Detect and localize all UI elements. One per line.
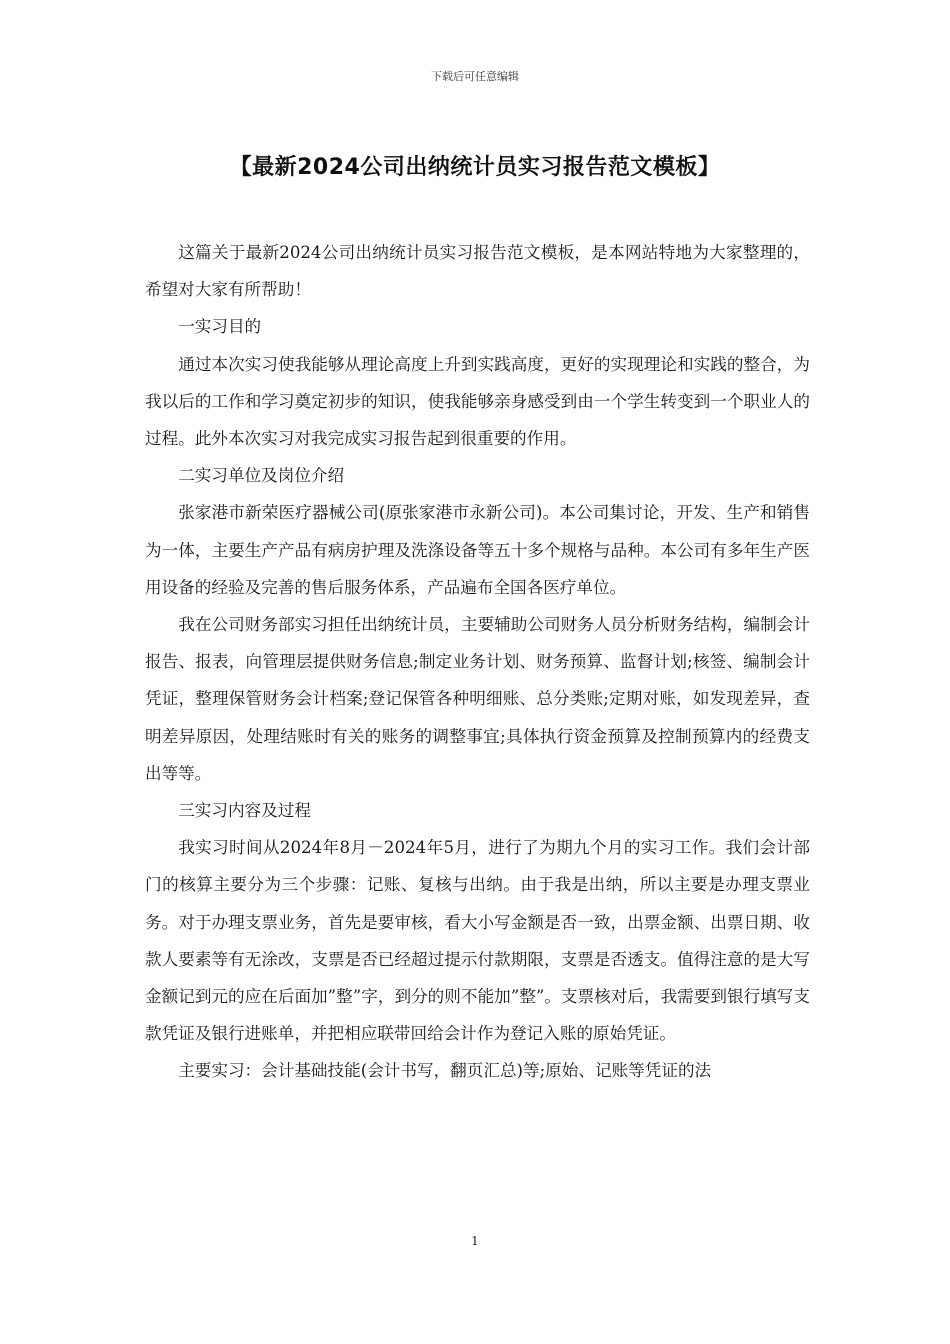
- section-heading-unit: 二实习单位及岗位介绍: [178, 466, 345, 486]
- paragraph-company: 张家港市新荣医疗器械公司(原张家港市永新公司)。本公司集讨论，开发、生产和销售为一体，主要生产产品有病房护理及洗涤设备等五十多个规格与品种。本公司有多年生产医用设备的经验及完善的售后服务体系，产品遍布全国各医疗单位。: [145, 503, 810, 597]
- document-body: [145, 234, 810, 1090]
- section-heading-content: 三实习内容及过程: [178, 801, 311, 821]
- paragraph-main-practice: 主要实习：会计基础技能(会计书写，翻页汇总)等;原始、记账等凭证的法: [178, 1061, 712, 1081]
- paragraph-position: 我在公司财务部实习担任出纳统计员，主要辅助公司财务人员分析财务结构，编制会计报告、报表，向管理层提供财务信息;制定业务计划、财务预算、监督计划;核签、编制会计凭证，整理保管财务会计档案;登记保管各种明细账、总分类账;定期对账，如发现差异，查明差异原因，处理结账时有关的账务的调整事宜;具体执行资金预算及控制预算内的经费支出等等。: [145, 615, 810, 783]
- paragraph-content: 我实习时间从2024年8月－2024年5月，进行了为期九个月的实习工作。我们会计部门的核算主要分为三个步骤：记账、复核与出纳。由于我是出纳，所以主要是办理支票业务。对于办理支票业务，首先是要审核，看大小写金额是否一致，出票金额、出票日期、收款人要素等有无涂改，支票是否已经超过提示付款期限，支票是否透支。值得注意的是大写金额记到元的应在后面加”整”字，到分的则不能加”整”。支票核对后，我需要到银行填写支款凭证及银行进账单，并把相应联带回给会计作为登记入账的原始凭证。: [145, 838, 810, 1044]
- paragraph-purpose: 通过本次实习使我能够从理论高度上升到实践高度，更好的实现理论和实践的整合，为我以后的工作和学习奠定初步的知识，使我能够亲身感受到由一个学生转变到一个职业人的过程。此外本次实习对我完成实习报告起到很重要的作用。: [145, 354, 810, 449]
- section-heading-purpose: 一实习目的: [178, 317, 262, 337]
- header-note: 下载后可任意编辑: [431, 70, 519, 83]
- page-number: 1: [471, 1234, 479, 1248]
- document-title: 【最新2024公司出纳统计员实习报告范文模板】: [229, 155, 721, 180]
- paragraph-intro: 这篇关于最新2024公司出纳统计员实习报告范文模板，是本网站特地为大家整理的，希望对大家有所帮助！: [145, 243, 810, 300]
